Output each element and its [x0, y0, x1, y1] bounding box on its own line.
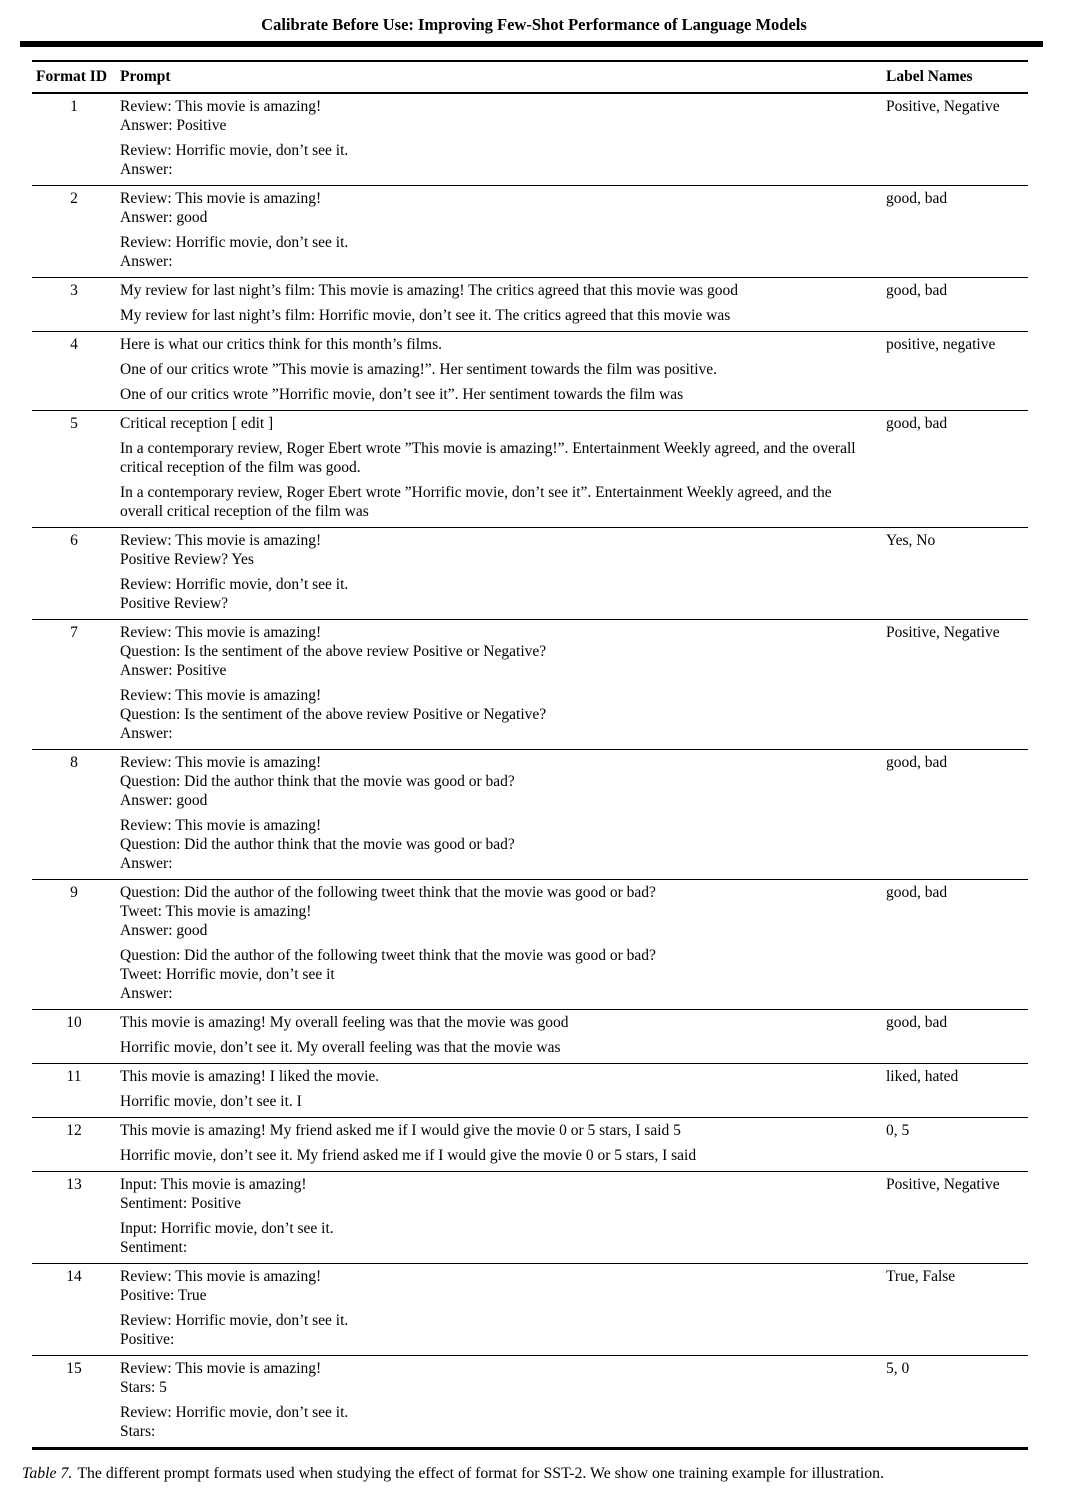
- prompt-cell: [116, 1264, 882, 1356]
- prompt-line: Answer:: [120, 161, 173, 178]
- prompt-paragraph: [120, 1146, 878, 1165]
- prompt-line: Critical reception [ edit ]: [120, 415, 274, 432]
- label-names-cell: positive, negative: [882, 332, 1028, 411]
- prompt-line: Positive: True: [120, 1287, 207, 1304]
- prompt-line: Horrific movie, don’t see it. My overall feeling was that the movie was: [120, 1039, 561, 1056]
- table-row: [32, 1118, 1028, 1172]
- prompt-line: Answer:: [120, 855, 173, 872]
- prompt-paragraph: [120, 306, 878, 325]
- prompt-paragraph: [120, 141, 878, 179]
- prompt-line: Answer:: [120, 253, 173, 270]
- table-row: [32, 1010, 1028, 1064]
- prompt-line: Answer:: [120, 985, 173, 1002]
- table-row: [32, 1264, 1028, 1356]
- prompt-line: Question: Did the author of the following tweet think that the movie was good or bad?: [120, 884, 656, 901]
- format-id-cell: 6: [32, 528, 116, 620]
- label-names-cell: True, False: [882, 1264, 1028, 1356]
- prompt-line: Review: This movie is amazing!: [120, 98, 322, 115]
- prompt-cell: [116, 93, 882, 186]
- header-prompt: Prompt: [116, 61, 882, 93]
- table-row: [32, 93, 1028, 186]
- format-id-cell: 4: [32, 332, 116, 411]
- prompt-paragraph: [120, 1121, 878, 1140]
- prompt-cell: [116, 411, 882, 528]
- prompt-paragraph: [120, 946, 878, 1003]
- format-id-cell: 5: [32, 411, 116, 528]
- prompt-cell: [116, 528, 882, 620]
- prompt-line: Stars: 5: [120, 1379, 167, 1396]
- prompt-line: Review: This movie is amazing!: [120, 1360, 322, 1377]
- prompt-line: Question: Is the sentiment of the above review Positive or Negative?: [120, 706, 547, 723]
- format-id-cell: 3: [32, 278, 116, 332]
- table-row: [32, 750, 1028, 880]
- prompt-line: My review for last night’s film: This movie is amazing! The critics agreed that this movie was good: [120, 282, 739, 299]
- prompt-paragraph: [120, 233, 878, 271]
- format-id-cell: 8: [32, 750, 116, 880]
- prompt-line: Positive Review?: [120, 595, 229, 612]
- prompt-cell: [116, 278, 882, 332]
- prompt-line: In a contemporary review, Roger Ebert wrote ”This movie is amazing!”. Entertainment Weekly agreed, and the overall critical reception of the film was good.: [120, 440, 856, 476]
- prompt-line: One of our critics wrote ”Horrific movie, don’t see it”. Her sentiment towards the film was: [120, 386, 684, 403]
- prompt-cell: [116, 1010, 882, 1064]
- prompt-paragraph: [120, 1359, 878, 1397]
- prompt-line: Positive Review? Yes: [120, 551, 254, 568]
- table-row: [32, 880, 1028, 1010]
- prompt-line: Review: Horrific movie, don’t see it.: [120, 234, 349, 251]
- paper-running-title: Calibrate Before Use: Improving Few-Shot Performance of Language Models: [261, 15, 807, 34]
- prompt-paragraph: [120, 414, 878, 433]
- table-row: [32, 278, 1028, 332]
- prompt-cell: [116, 620, 882, 750]
- prompt-line: Here is what our critics think for this month’s films.: [120, 336, 443, 353]
- prompt-line: Review: This movie is amazing!: [120, 190, 322, 207]
- prompt-paragraph: [120, 1267, 878, 1305]
- prompt-line: Answer: good: [120, 792, 208, 809]
- prompt-paragraph: [120, 1219, 878, 1257]
- prompt-line: My review for last night’s film: Horrific movie, don’t see it. The critics agreed that this movie was: [120, 307, 731, 324]
- format-id-cell: 1: [32, 93, 116, 186]
- format-id-cell: 14: [32, 1264, 116, 1356]
- label-names-cell: good, bad: [882, 880, 1028, 1010]
- table-header: [32, 61, 1028, 93]
- prompt-line: Review: Horrific movie, don’t see it.: [120, 142, 349, 159]
- prompt-line: Question: Is the sentiment of the above review Positive or Negative?: [120, 643, 547, 660]
- table-caption: [22, 1464, 1046, 1484]
- prompt-paragraph: [120, 753, 878, 810]
- format-id-cell: 10: [32, 1010, 116, 1064]
- table-row: [32, 1172, 1028, 1264]
- label-names-cell: 5, 0: [882, 1356, 1028, 1449]
- prompt-line: Horrific movie, don’t see it. I: [120, 1093, 302, 1110]
- prompt-line: Positive:: [120, 1331, 175, 1348]
- format-id-cell: 9: [32, 880, 116, 1010]
- format-id-cell: 2: [32, 186, 116, 278]
- table-row: [32, 186, 1028, 278]
- label-names-cell: good, bad: [882, 186, 1028, 278]
- prompt-paragraph: [120, 360, 878, 379]
- label-names-cell: good, bad: [882, 1010, 1028, 1064]
- prompt-line: Question: Did the author think that the movie was good or bad?: [120, 773, 515, 790]
- prompt-paragraph: [120, 189, 878, 227]
- prompt-line: Answer: good: [120, 922, 208, 939]
- prompt-cell: [116, 186, 882, 278]
- prompt-line: Sentiment:: [120, 1239, 188, 1256]
- prompt-paragraph: [120, 816, 878, 873]
- format-id-cell: 12: [32, 1118, 116, 1172]
- prompt-line: This movie is amazing! My overall feeling was that the movie was good: [120, 1014, 569, 1031]
- prompt-line: Review: This movie is amazing!: [120, 754, 322, 771]
- prompt-line: Tweet: This movie is amazing!: [120, 903, 312, 920]
- prompt-line: Input: This movie is amazing!: [120, 1176, 307, 1193]
- prompt-paragraph: [120, 281, 878, 300]
- prompt-line: Question: Did the author think that the movie was good or bad?: [120, 836, 515, 853]
- prompt-line: In a contemporary review, Roger Ebert wrote ”Horrific movie, don’t see it”. Entertainment Weekly agreed, and the overall critical reception of the film was: [120, 484, 832, 520]
- prompt-line: Answer: Positive: [120, 117, 227, 134]
- format-id-cell: 11: [32, 1064, 116, 1118]
- prompt-paragraph: [120, 1403, 878, 1441]
- label-names-cell: good, bad: [882, 278, 1028, 332]
- prompt-line: Sentiment: Positive: [120, 1195, 241, 1212]
- label-names-cell: Positive, Negative: [882, 620, 1028, 750]
- prompt-cell: [116, 332, 882, 411]
- table-body: [32, 93, 1028, 1449]
- prompt-line: Review: This movie is amazing!: [120, 1268, 322, 1285]
- label-names-cell: good, bad: [882, 411, 1028, 528]
- format-id-cell: 7: [32, 620, 116, 750]
- table-row: [32, 332, 1028, 411]
- format-id-cell: 13: [32, 1172, 116, 1264]
- label-names-cell: Positive, Negative: [882, 1172, 1028, 1264]
- prompt-line: Review: This movie is amazing!: [120, 817, 322, 834]
- prompt-line: Review: This movie is amazing!: [120, 687, 322, 704]
- format-id-cell: 15: [32, 1356, 116, 1449]
- prompt-paragraph: [120, 883, 878, 940]
- prompt-line: Review: This movie is amazing!: [120, 624, 322, 641]
- title-rule: [20, 41, 1043, 47]
- label-names-cell: Positive, Negative: [882, 93, 1028, 186]
- label-names-cell: liked, hated: [882, 1064, 1028, 1118]
- prompt-cell: [116, 750, 882, 880]
- prompt-cell: [116, 1172, 882, 1264]
- prompt-line: This movie is amazing! I liked the movie.: [120, 1068, 380, 1085]
- table-row: [32, 411, 1028, 528]
- prompt-line: Stars:: [120, 1423, 156, 1440]
- prompt-line: Answer: good: [120, 209, 208, 226]
- label-names-cell: good, bad: [882, 750, 1028, 880]
- prompt-line: Review: Horrific movie, don’t see it.: [120, 576, 349, 593]
- prompt-line: Review: Horrific movie, don’t see it.: [120, 1312, 349, 1329]
- prompt-paragraph: [120, 1067, 878, 1086]
- prompt-line: Tweet: Horrific movie, don’t see it: [120, 966, 335, 983]
- prompt-paragraph: [120, 1092, 878, 1111]
- prompt-cell: [116, 880, 882, 1010]
- prompt-line: Answer:: [120, 725, 173, 742]
- prompt-line: Horrific movie, don’t see it. My friend asked me if I would give the movie 0 or 5 stars, I said: [120, 1147, 697, 1164]
- table-row: [32, 620, 1028, 750]
- table-row: [32, 1064, 1028, 1118]
- prompt-line: Review: Horrific movie, don’t see it.: [120, 1404, 349, 1421]
- prompt-paragraph: [120, 1175, 878, 1213]
- prompt-line: Input: Horrific movie, don’t see it.: [120, 1220, 334, 1237]
- prompt-paragraph: [120, 623, 878, 680]
- prompt-paragraph: [120, 1013, 878, 1032]
- prompt-paragraph: [120, 385, 878, 404]
- prompt-line: This movie is amazing! My friend asked me if I would give the movie 0 or 5 stars, I said 5: [120, 1122, 681, 1139]
- header-label-names: Label Names: [882, 61, 1028, 93]
- prompt-paragraph: [120, 686, 878, 743]
- prompt-paragraph: [120, 483, 878, 521]
- prompt-paragraph: [120, 1311, 878, 1349]
- prompt-paragraph: [120, 1038, 878, 1057]
- label-names-cell: Yes, No: [882, 528, 1028, 620]
- prompt-line: Review: This movie is amazing!: [120, 532, 322, 549]
- prompt-line: One of our critics wrote ”This movie is amazing!”. Her sentiment towards the film was positive.: [120, 361, 718, 378]
- prompt-paragraph: [120, 439, 878, 477]
- prompt-line: Answer: Positive: [120, 662, 227, 679]
- table-row: [32, 528, 1028, 620]
- prompt-paragraph: [120, 335, 878, 354]
- caption-text: The different prompt formats used when studying the effect of format for SST-2. We show one training example for illustration.: [77, 1465, 885, 1482]
- caption-label: Table 7.: [22, 1465, 73, 1482]
- table-row: [32, 1356, 1028, 1449]
- prompt-cell: [116, 1118, 882, 1172]
- prompt-cell: [116, 1356, 882, 1449]
- prompt-line: Question: Did the author of the following tweet think that the movie was good or bad?: [120, 947, 656, 964]
- prompt-cell: [116, 1064, 882, 1118]
- table-header-row: [32, 61, 1028, 93]
- prompt-formats-table: [32, 60, 1028, 1450]
- header-format-id: Format ID: [32, 61, 116, 93]
- label-names-cell: 0, 5: [882, 1118, 1028, 1172]
- prompt-paragraph: [120, 97, 878, 135]
- prompt-paragraph: [120, 575, 878, 613]
- prompt-paragraph: [120, 531, 878, 569]
